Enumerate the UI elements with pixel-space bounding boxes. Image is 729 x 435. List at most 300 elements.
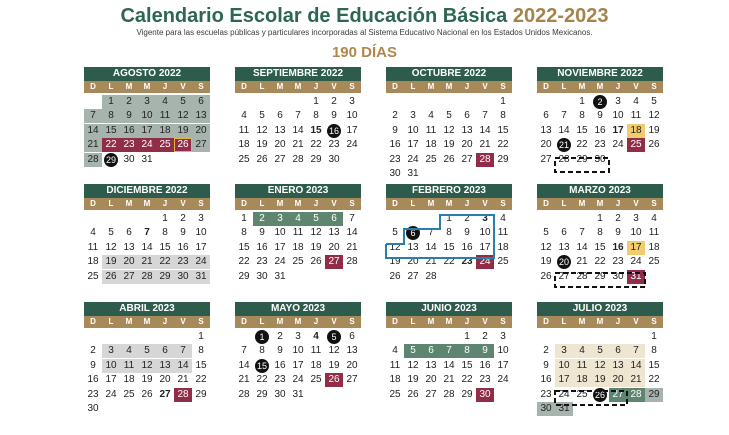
day-cell: 19 [174,124,192,138]
day-cell: 2 [120,95,138,109]
month-block [84,302,210,420]
day-cell: 20 [274,139,286,151]
day-cell: 25 [156,138,174,152]
day-cell: 15 [238,241,250,253]
weekday-label: L [108,199,114,208]
day-cell: 11 [573,359,591,373]
weekday-label: M [578,199,586,208]
day-cell: 26 [540,270,552,282]
day-cell: 20 [461,139,473,151]
day-cell: 6 [277,110,283,122]
weekday-label: L [561,317,567,326]
day-cell: 28 [84,153,102,167]
day-cell: 26 [443,153,455,165]
day-cell: 9 [597,110,603,122]
day-cell: 16 [540,374,552,386]
day-cell: 24 [612,139,624,151]
day-cell: 29 [461,388,473,400]
day-cell: 6 [126,227,132,239]
day-cell: 30 [123,153,135,165]
day-cell: 2 [90,345,96,357]
day-cell: 13 [346,345,358,357]
weekday-label: V [482,199,488,208]
weekday-label: D [392,317,398,326]
day-cell: 26 [389,270,401,282]
day-cell: 26 [407,388,419,400]
day-cell: 19 [591,373,609,387]
day-cell: 9 [543,359,549,371]
day-cell: 10 [630,227,642,239]
day-cell: 21 [479,139,491,151]
weekday-label: L [410,199,416,208]
day-cell: 20 [346,359,358,371]
day-cell: 9 [259,227,265,239]
day-number-marked: 1 [255,330,269,344]
day-cell: 17 [497,359,509,371]
weekday-label: D [543,317,549,326]
day-cell: 17 [479,241,491,253]
day-cell: 27 [407,270,419,282]
weekday-header [84,316,210,328]
day-cell: 21 [292,139,304,151]
day-cell: 19 [407,374,419,386]
day-cell: 24 [274,256,286,268]
day-cell: 3 [633,213,639,224]
day-number-marked: 16 [328,125,339,136]
day-cell: 26 [141,388,153,400]
day-cell: 3 [615,96,621,107]
month-title: JULIO 2023 [537,302,663,316]
day-cell: 25 [389,388,401,400]
weekday-label: M [596,199,604,208]
weekday-label: V [633,82,639,91]
day-cell: 14 [174,359,192,373]
day-cell: 25 [87,270,99,282]
day-cell: 28 [558,153,570,165]
day-cell: 11 [292,227,304,239]
day-cell: 23 [120,138,138,152]
day-cell: 8 [313,110,319,122]
day-cell: 22 [310,139,322,151]
day-cell: 19 [389,256,401,268]
days-grid [386,95,512,185]
day-cell: 8 [597,227,603,239]
day-cell: 10 [138,109,156,123]
day-cell: 15 [443,241,455,253]
month-title: FEBRERO 2023 [386,184,512,198]
day-cell: 23 [612,256,624,268]
days-grid [84,95,210,185]
day-cell: 4 [428,110,434,122]
weekday-header [386,81,512,93]
weekday-label: S [500,317,506,326]
weekday-label: J [313,199,319,208]
weekday-label: D [392,199,398,208]
day-cell: 9 [120,109,138,123]
weekday-label: J [313,82,319,91]
day-cell: 10 [407,124,419,136]
day-cell: 12 [389,241,401,253]
day-cell: 23 [389,153,401,165]
weekday-label: L [259,199,265,208]
day-cell: 2 [392,110,398,122]
weekday-label: L [410,317,416,326]
day-cell: 11 [310,345,322,357]
day-cell: 8 [446,227,452,239]
day-number-marked: 15 [256,360,267,371]
day-cell: 12 [407,359,419,371]
days-grid [235,212,361,302]
day-cell: 21 [627,373,645,387]
day-cell: 8 [241,227,247,239]
title-main: Calendario Escolar de Educación Básica [120,5,508,27]
day-cell: 18 [292,241,304,253]
days-grid [386,212,512,302]
day-cell: 7 [428,227,434,239]
day-number-marked: 2 [593,95,607,109]
day-cell: 5 [651,96,657,107]
day-cell: 2 [464,213,470,224]
day-cell: 16 [177,241,189,253]
day-cell: 17 [555,373,573,387]
day-cell: 1 [446,213,452,224]
day-cell: 17 [105,374,117,386]
day-cell: 22 [497,139,509,151]
day-cell: 15 [576,124,588,136]
day-cell: 31 [192,270,210,284]
weekday-header [386,198,512,210]
day-number-marked: 21 [558,140,569,151]
month-title: OCTUBRE 2022 [386,67,512,81]
day-cell: 24 [192,255,210,269]
day-cell: 20 [609,373,627,387]
day-cell: 31 [627,270,645,284]
day-cell: 10 [346,110,358,122]
day-cell: 9 [476,344,494,358]
day-cell: 15 [497,124,509,136]
day-cell: 24 [346,139,358,151]
day-cell: 22 [576,139,588,151]
day-cell: 1 [579,96,585,107]
day-cell: 15 [310,124,322,136]
month-block [386,302,512,420]
day-cell: 10 [479,227,491,239]
day-cell: 23 [274,374,286,386]
day-cell: 16 [389,139,401,151]
day-cell: 18 [497,241,509,253]
weekday-label: J [162,82,168,91]
day-cell: 24 [292,374,304,386]
days-grid [235,330,361,420]
day-cell: 13 [461,124,473,136]
day-cell: 13 [192,109,210,123]
day-cell: 7 [440,344,458,358]
day-cell: 7 [84,109,102,123]
day-cell: 20 [120,255,138,269]
day-cell: 29 [576,153,588,165]
day-cell: 27 [159,388,171,400]
day-cell: 18 [123,374,135,386]
weekday-label: D [241,82,247,91]
day-cell: 15 [594,241,606,253]
day-cell: 11 [87,241,99,253]
day-cell: 17 [346,124,358,136]
day-cell: 20 [192,124,210,138]
day-cell: 30 [274,388,286,400]
day-cell: 21 [138,255,156,269]
day-cell: 3 [102,344,120,358]
days-grid [386,330,512,420]
weekday-label: D [90,82,96,91]
day-cell: 12 [648,110,660,122]
day-cell: 2 [253,212,271,226]
day-cell: 5 [392,227,398,239]
day-cell: 17 [407,139,419,151]
weekday-label: M [445,82,453,91]
weekday-label: S [651,82,657,91]
day-cell: 2 [277,331,283,342]
day-cell [253,330,271,344]
day-cell: 1 [313,96,319,107]
day-cell: 31 [407,168,419,179]
day-number-marked: 6 [406,226,420,240]
weekday-label: S [198,317,204,326]
weekday-label: M [125,317,133,326]
day-cell: 6 [464,110,470,122]
day-cell: 14 [425,241,437,253]
weekday-header [537,316,663,328]
weekday-label: M [143,199,151,208]
weekday-label: L [259,317,265,326]
day-cell: 29 [156,270,174,284]
weekday-label: L [259,82,265,91]
day-cell: 21 [425,256,437,268]
month-block [386,184,512,302]
day-cell: 3 [295,331,301,342]
day-cell: 2 [543,345,549,357]
weekday-label: M [427,317,435,326]
days-grid [235,95,361,185]
day-number-marked: 29 [105,154,116,165]
weekday-label: V [180,82,186,91]
day-cell: 23 [174,255,192,269]
month-block [537,302,663,420]
day-cell: 18 [87,256,99,268]
weekday-label: M [276,82,284,91]
weekday-header [386,316,512,328]
weekday-label: M [578,82,586,91]
day-cell: 25 [648,256,660,268]
weekday-label: S [198,199,204,208]
day-cell: 16 [461,241,473,253]
day-cell: 6 [543,110,549,122]
day-cell: 13 [609,359,627,373]
day-cell: 15 [461,359,473,371]
day-cell: 21 [576,256,588,268]
day-cell: 3 [349,96,355,107]
day-cell: 19 [102,255,120,269]
day-cell: 3 [555,344,573,358]
day-cell: 23 [461,256,473,268]
weekday-label: V [331,199,337,208]
day-cell [591,95,609,109]
day-cell: 25 [576,388,588,400]
day-cell: 31 [274,270,286,282]
day-cell: 5 [108,227,114,239]
day-cell: 29 [645,388,663,402]
day-cell: 4 [573,344,591,358]
weekday-label: M [445,199,453,208]
day-cell: 16 [256,241,268,253]
weekday-label: M [294,82,302,91]
day-cell: 4 [500,213,506,224]
day-cell: 20 [328,241,340,253]
day-cell: 10 [497,345,509,357]
day-cell: 11 [425,124,437,136]
day-cell: 22 [195,374,207,386]
day-cell: 6 [422,344,440,358]
day-cell: 26 [310,256,322,268]
day-cell: 22 [594,256,606,268]
day-number-marked: 20 [558,257,569,268]
weekday-label: V [482,317,488,326]
day-cell: 30 [174,270,192,284]
day-cell: 4 [313,331,319,342]
weekday-header [537,81,663,93]
weekday-label: S [500,199,506,208]
weekday-label: S [651,317,657,326]
day-cell: 2 [331,96,337,107]
weekday-label: S [349,82,355,91]
month-block [84,67,210,185]
weekday-label: M [445,317,453,326]
day-cell: 29 [256,388,268,400]
school-days-count: 190 DÍAS [331,44,398,61]
day-cell: 12 [105,241,117,253]
day-cell: 14 [84,124,102,138]
day-cell: 9 [392,124,398,136]
weekday-label: V [482,82,488,91]
day-cell: 18 [425,139,437,151]
day-cell: 5 [404,344,422,358]
days-grid [537,95,663,185]
weekday-label: L [561,199,567,208]
day-cell: 18 [648,241,660,253]
day-cell: 30 [87,403,99,414]
day-cell: 5 [446,110,452,122]
day-cell: 25 [497,256,509,268]
weekday-header [537,198,663,210]
weekday-label: S [500,82,506,91]
day-cell: 30 [328,153,340,165]
weekday-label: S [349,199,355,208]
weekday-label: M [294,317,302,326]
day-cell: 23 [594,139,606,151]
day-cell: 1 [500,96,506,107]
day-cell: 25 [292,256,304,268]
weekday-label: J [615,82,621,91]
day-cell: 26 [102,270,120,284]
day-cell: 8 [162,227,168,239]
day-cell: 9 [464,227,470,239]
weekday-label: M [578,317,586,326]
month-title: ABRIL 2023 [84,302,210,316]
day-cell: 31 [141,153,153,165]
day-cell: 20 [425,374,437,386]
day-cell: 12 [256,124,268,136]
day-cell: 22 [102,138,120,152]
day-cell: 1 [651,331,657,342]
day-cell: 27 [461,153,473,165]
month-block [537,67,663,185]
month-block [386,67,512,185]
day-cell: 27 [609,388,627,402]
weekday-label: M [596,82,604,91]
day-cell: 6 [325,212,343,226]
day-cell: 19 [256,139,268,151]
day-cell: 28 [425,270,437,282]
weekday-label: M [427,199,435,208]
day-cell: 17 [627,241,645,255]
day-cell: 24 [105,388,117,400]
day-cell: 28 [174,388,192,402]
day-cell: 6 [156,344,174,358]
title-years: 2022-2023 [512,5,609,27]
day-cell: 7 [561,110,567,122]
weekday-label: M [143,317,151,326]
weekday-label: J [615,199,621,208]
day-cell: 14 [443,359,455,371]
day-cell: 10 [195,227,207,239]
day-cell [325,124,343,138]
day-cell: 1 [162,213,168,224]
day-cell: 16 [594,124,606,136]
day-cell: 25 [310,374,322,386]
day-cell: 1 [464,331,470,342]
day-cell: 22 [156,255,174,269]
day-cell: 21 [443,374,455,386]
day-cell: 24 [476,255,494,269]
day-cell: 11 [630,110,642,122]
day-cell: 18 [310,359,322,371]
day-cell: 21 [84,138,102,152]
day-cell: 19 [310,241,322,253]
day-cell: 4 [289,212,307,226]
day-cell: 15 [648,359,660,371]
day-cell: 13 [425,359,437,371]
day-cell: 7 [144,227,150,239]
weekday-label: J [162,317,168,326]
day-cell: 14 [141,241,153,253]
weekday-label: M [596,317,604,326]
day-cell: 13 [274,124,286,136]
day-cell: 9 [331,110,337,122]
day-cell: 31 [292,388,304,400]
weekday-label: D [90,317,96,326]
days-grid [84,330,210,420]
day-cell: 26 [648,139,660,151]
day-cell: 30 [612,270,624,282]
day-cell: 5 [307,212,325,226]
weekday-label: S [651,199,657,208]
day-cell [591,388,609,402]
weekday-label: V [633,199,639,208]
day-cell: 28 [443,388,455,400]
day-cell: 3 [500,331,506,342]
weekday-label: J [464,199,470,208]
month-title: SEPTIEMBRE 2022 [235,67,361,81]
weekday-label: D [241,317,247,326]
